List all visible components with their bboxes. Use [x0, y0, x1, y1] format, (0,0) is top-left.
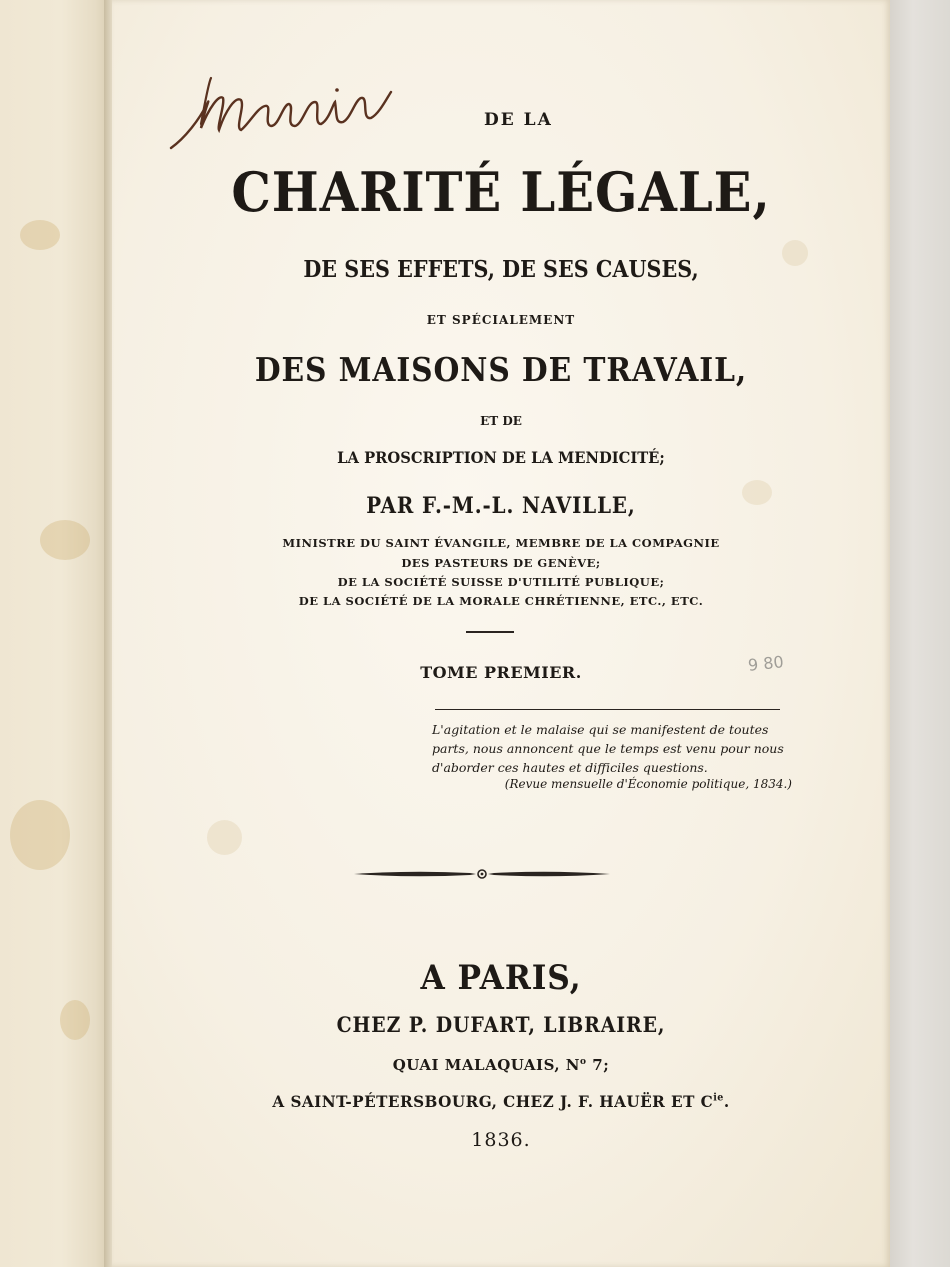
foxing-spot [10, 800, 70, 870]
author-name: PAR F.-M.-L. NAVILLE, [366, 493, 636, 519]
subtitle-proscription: LA PROSCRIPTION DE LA MENDICITÉ; [337, 448, 665, 467]
connector-specially: ET SPÉCIALEMENT [426, 313, 576, 327]
main-title: CHARITÉ LÉGALE, [231, 160, 771, 224]
epigraph-source: (Revue mensuelle d'Économie politique, 1834.) [504, 777, 792, 791]
title-page [112, 0, 890, 1267]
imprint-address-superscript: o [580, 1057, 587, 1067]
left-page [0, 0, 112, 1267]
imprint-address-text: QUAI MALAQUAIS, N [392, 1056, 581, 1074]
imprint-publisher: CHEZ P. DUFART, LIBRAIRE, [336, 1012, 666, 1037]
handwritten-signature [165, 68, 395, 158]
foxing-spot [40, 520, 90, 560]
imprint-city: A PARIS, [420, 958, 582, 998]
foxing-spot [20, 220, 60, 250]
foxing-spot [60, 1000, 90, 1040]
author-affiliation: DE LA SOCIÉTÉ SUISSE D'UTILITÉ PUBLIQUE; [337, 575, 665, 589]
imprint-second-city [131, 1092, 870, 1111]
epigraph-line: parts, nous annoncent que le temps est venu pour nous [432, 741, 784, 756]
pencil-note: 9 80 [747, 652, 785, 675]
divider-rule [466, 631, 514, 633]
epigraph-line: d'aborder ces hautes et difficiles questions. [432, 760, 708, 775]
subtitle: DE SES EFFETS, DE SES CAUSES, [303, 256, 699, 283]
foxing-spot [207, 820, 242, 855]
epigraph-line: L'agitation et le malaise qui se manifestent de toutes [432, 722, 769, 737]
imprint-address [112, 1056, 890, 1074]
imprint-address-number: 7; [586, 1056, 610, 1074]
title-prefix: DE LA [484, 110, 553, 130]
imprint-year: 1836. [471, 1129, 531, 1151]
imprint-second-city-text: A SAINT-PÉTERSBOURG, CHEZ J. F. HAUËR ET C [272, 1092, 714, 1111]
imprint-second-city-end: . [723, 1092, 730, 1111]
author-affiliation: DES PASTEURS DE GENÈVE; [401, 556, 601, 570]
volume-label: TOME PREMIER. [420, 663, 582, 682]
connector-and-of: ET DE [480, 414, 522, 428]
author-affiliation: DE LA SOCIÉTÉ DE LA MORALE CHRÉTIENNE, ETC., ETC. [298, 594, 704, 608]
ornament-rule-icon [352, 864, 612, 884]
subtitle-work-houses: DES MAISONS DE TRAVAIL, [254, 350, 748, 389]
author-affiliation: MINISTRE DU SAINT ÉVANGILE, MEMBRE DE LA COMPAGNIE [282, 536, 720, 550]
background-surface [888, 0, 950, 1267]
epigraph-rule [435, 709, 780, 710]
epigraph [432, 720, 787, 777]
imprint-second-city-superscript: ie [713, 1092, 724, 1104]
